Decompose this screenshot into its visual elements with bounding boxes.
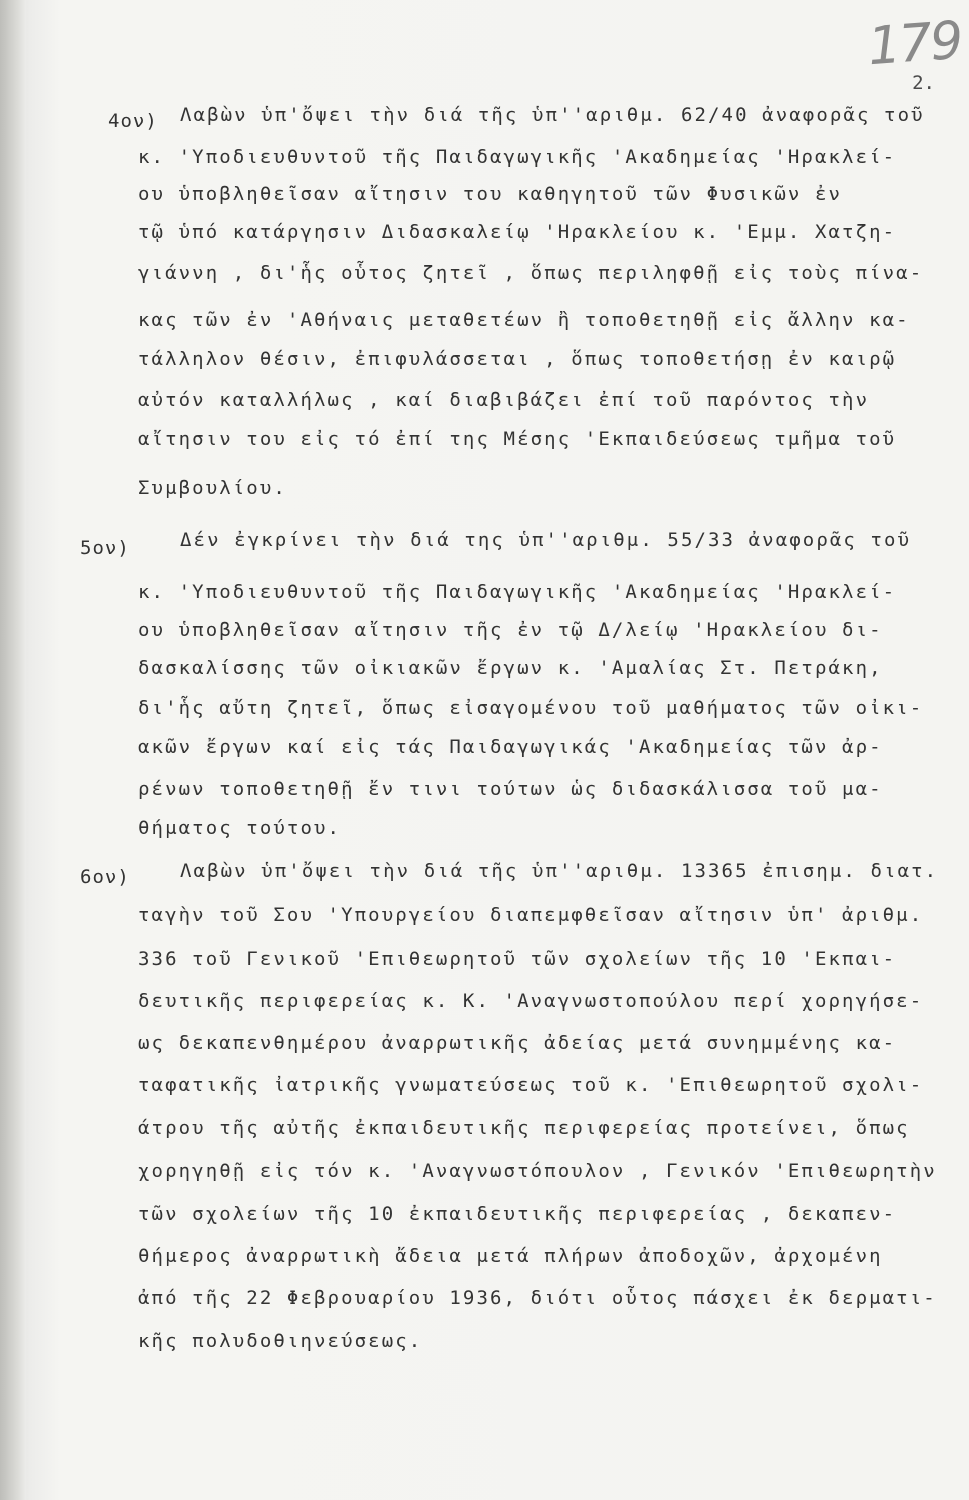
text-line: ρένων τοποθετηθῇ ἔν τινι τούτων ὡς διδασκάλισσα τοῦ μα-	[138, 778, 883, 800]
text-line: ακῶν ἔργων καί εἰς τάς Παιδαγωγικάς 'Ακαδημείας τῶν ἀρ-	[138, 736, 883, 758]
text-line: ταγὴν τοῦ Σου 'Υπουργείου διαπεμφθεῖσαν αἴτησιν ὑπ' ἀριθμ.	[138, 904, 924, 926]
item-number: 5ον)	[80, 537, 130, 559]
text-line: τῷ ὑπό κατάργησιν Διδασκαλείῳ 'Ηρακλείου κ. 'Εμμ. Χατζη-	[138, 221, 897, 243]
text-line: δευτικῆς περιφερείας κ. Κ. 'Αναγνωστοπούλου περί χορηγήσε-	[138, 990, 924, 1012]
text-line: ου ὑποβληθεῖσαν αἴτησιν του καθηγητοῦ τῶν Φυσικῶν ἐν	[138, 183, 843, 205]
text-line: χορηγηθῇ εἰς τόν κ. 'Αναγνωστόπουλον , Γενικόν 'Επιθεωρητὴν	[138, 1160, 937, 1182]
text-line: κας τῶν ἐν 'Αθήναις μεταθετέων ἢ τοποθετηθῇ εἰς ἄλλην κα-	[138, 309, 910, 331]
binding-shadow	[0, 0, 26, 1500]
text-line: ἀπό τῆς 22 Φεβρουαρίου 1936, διότι οὗτος πάσχει ἐκ δερματι-	[138, 1287, 937, 1309]
text-line: Λαβὼν ὑπ'ὄψει τὴν διά τῆς ὑπ''αριθμ. 13365 ἐπισημ. διατ.	[180, 860, 939, 882]
text-line: τάλληλον θέσιν, ἐπιφυλάσσεται , ὅπως τοποθετήσῃ ἐν καιρῷ	[138, 348, 897, 370]
text-line: θήμερος ἀναρρωτικὴ ἄδεια μετά πλήρων ἀποδοχῶν, ἀρχομένη	[138, 1245, 883, 1267]
page-number: 2.	[912, 72, 935, 94]
text-line: ως δεκαπενθημέρου ἀναρρωτικῆς ἀδείας μετά συνημμένης κα-	[138, 1032, 897, 1054]
item-number: 6ον)	[80, 866, 130, 888]
text-line: δι'ἧς αὔτη ζητεῖ, ὅπως εἰσαγομένου τοῦ μαθήματος τῶν οἰκι-	[138, 697, 924, 719]
text-line: κ. 'Υποδιευθυντοῦ τῆς Παιδαγωγικῆς 'Ακαδημείας 'Ηρακλεί-	[138, 581, 897, 603]
text-line: κῆς πολυδοθιηνεύσεως.	[138, 1330, 423, 1352]
text-line: θήματος τούτου.	[138, 817, 342, 839]
text-line: δασκαλίσσης τῶν οἰκιακῶν ἔργων κ. 'Αμαλίας Στ. Πετράκη,	[138, 657, 883, 679]
text-line: τῶν σχολείων τῆς 10 ἐκπαιδευτικῆς περιφερείας , δεκαπεν-	[138, 1203, 897, 1225]
text-line: ου ὑποβληθεῖσαν αἴτησιν τῆς ἐν τῷ Δ/λείῳ 'Ηρακλείου δι-	[138, 619, 883, 641]
text-line: Δέν ἐγκρίνει τὴν διά της ὑπ''αριθμ. 55/33 ἀναφορᾶς τοῦ	[180, 529, 912, 551]
text-line: Λαβὼν ὑπ'ὄψει τὴν διά τῆς ὑπ''αριθμ. 62/40 ἀναφορᾶς τοῦ	[180, 104, 925, 126]
text-line: αὐτόν καταλλήλως , καί διαβιβάζει ἐπί τοῦ παρόντος τὴν	[138, 389, 870, 411]
text-line: Συμβουλίου.	[138, 477, 287, 499]
text-line: άτρου τῆς αὐτῆς ἐκπαιδευτικῆς περιφερείας προτείνει, ὅπως	[138, 1117, 910, 1139]
text-line: κ. 'Υποδιευθυντοῦ τῆς Παιδαγωγικῆς 'Ακαδημείας 'Ηρακλεί-	[138, 146, 897, 168]
item-number: 4ον)	[108, 110, 158, 132]
text-line: αἴτησιν του εἰς τό ἐπί της Μέσης 'Εκπαιδεύσεως τμῆμα τοῦ	[138, 428, 897, 450]
text-line: ταφατικῆς ἰατρικῆς γνωματεύσεως τοῦ κ. 'Επιθεωρητοῦ σχολι-	[138, 1074, 924, 1096]
text-line: 336 τοῦ Γενικοῦ 'Επιθεωρητοῦ τῶν σχολείων τῆς 10 'Εκπαι-	[138, 948, 897, 970]
folio-number: 179	[865, 10, 963, 78]
text-line: γιάννη , δι'ἧς οὗτος ζητεῖ , ὅπως περιληφθῇ εἰς τοὺς πίνα-	[138, 262, 924, 284]
